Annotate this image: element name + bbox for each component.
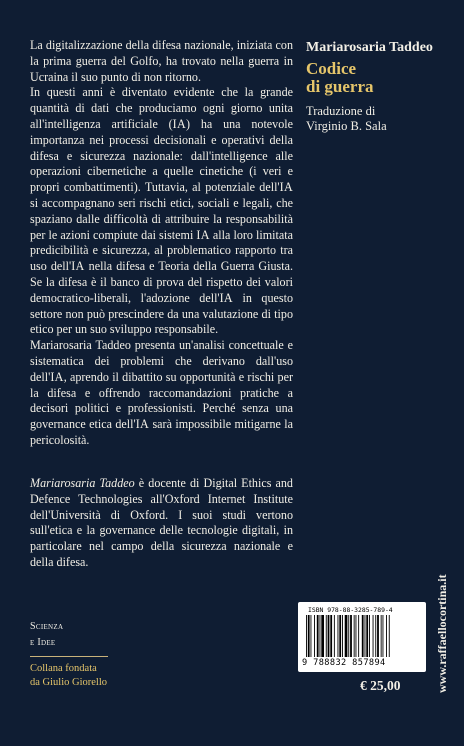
barcode-bar (326, 615, 327, 657)
barcode-bar (365, 615, 366, 657)
ia-abbrev: IA (71, 259, 85, 274)
barcode-bar (345, 615, 348, 657)
ia-abbrev: IA (279, 180, 293, 195)
translation-credit (306, 104, 387, 134)
ia-abbrev: IA (135, 417, 150, 432)
blurb-paragraph-2: In questi anni è diventato evidente che la grande quantità di dati che produciamo ogni giorno unita all'intelligenza artificiale (IA) ha una notevole importanza nei processi decisionali e operativi della difesa e sicurezza nazionale: dall'intelligence alle operazioni cibernetiche a quelle cinetiche (i veri e propri combattimenti). Tuttavia, al potenziale dell'IA si accompagnano seri rischi etici, sociali e legali, che spaziano dalle difficoltà di attribuire la responsabilità per le azioni compiute dai sistemi IA alla loro limitata predicibilità e sicurezza, al problematico rapporto tra uso dell'IA nella difesa e Teoria della Guerra Giusta. Se la difesa è il banco di prova del rispetto dei valori democratico-liberali, l'adozione dell'IA in questo settore non può prescindere da una valutazione di tipo etico per un suo sviluppo responsabile. (30, 85, 294, 337)
book-title-line-2: di guerra (306, 77, 374, 96)
barcode-bar (358, 615, 359, 657)
barcode-bar (375, 615, 376, 657)
barcode-bar (342, 615, 343, 657)
series-divider (30, 656, 108, 657)
barcode-bar (373, 615, 374, 657)
series-logo (30, 619, 63, 651)
barcode-bar (369, 615, 370, 657)
barcode-bar (328, 615, 330, 657)
series-name-line-1: Scienza (30, 621, 64, 632)
bio-author-name: Mariarosaria Taddeo (30, 476, 135, 490)
barcode-bar (317, 615, 319, 657)
barcode-bar (366, 615, 368, 657)
translation-label: Traduzione di (306, 104, 376, 118)
book-author: Mariarosaria Taddeo (306, 40, 433, 55)
barcode-bar (381, 615, 382, 657)
barcode-bar (334, 615, 335, 657)
barcode-bar (330, 615, 332, 657)
publisher-website: www.raffaellocortina.it (435, 574, 449, 693)
author-bio (30, 476, 293, 571)
barcode-bar (320, 615, 321, 657)
barcode-bar (356, 615, 357, 657)
blurb-paragraph-3: Mariarosaria Taddeo presenta un'analisi concettuale e sistematica dei problemi che derivano dall'uso dell'IA, aprendo il dibattito su opportunità e rischi per la difesa e offrendo raccomandazioni pratiche a decisori politici e professionisti. Perché senza una governance etica dell'IA sarà impossibile mitigarne la pericolosità. (30, 338, 293, 447)
barcode-bar (386, 615, 387, 657)
bio-text: è docente di Digital Ethics and Defence Technologies all'Oxford Internet Institute dell'Università di Oxford. I suoi studi vertono sull'etica e la governance delle tecnologie digitali, in particolare nel campo della sicurezza nazionale e della difesa. (30, 476, 293, 569)
ia-abbrev: IA (50, 369, 64, 384)
translator-name: Virginio B. Sala (306, 119, 387, 133)
barcode-bar (321, 615, 324, 657)
barcode-bar (339, 615, 341, 657)
barcode-bar (348, 615, 349, 657)
barcode-bar (338, 615, 339, 657)
isbn-label: ISBN 978-88-3285-789-4 (308, 606, 393, 614)
barcode-bars (306, 615, 420, 657)
barcode-bar (354, 615, 355, 657)
barcode-bar (350, 615, 352, 657)
book-title (306, 60, 374, 96)
barcode-bar (314, 615, 315, 657)
blurb-paragraph-1: La digitalizzazione della difesa nazionale, iniziata con la prima guerra del Golfo, ha trovato nella guerra in Ucraina il suo punto di non ritorno. (30, 38, 293, 84)
blurb-text (30, 38, 293, 449)
series-founded (30, 662, 107, 690)
isbn-digits: 9 788832 857894 (302, 658, 386, 668)
barcode-bar (383, 615, 384, 657)
book-title-line-1: Codice (306, 59, 357, 78)
series-name-line-2: e Idee (30, 637, 56, 648)
series-founded-line-1: Collana fondata (30, 663, 97, 674)
price: € 25,00 (360, 678, 401, 693)
barcode-bar (311, 615, 312, 657)
barcode-bar (306, 615, 307, 657)
barcode-bar (377, 615, 379, 657)
ia-abbrev: IA (196, 227, 210, 242)
barcode-bar (389, 615, 390, 657)
ia-abbrev: IA (172, 116, 187, 131)
ia-abbrev: IA (219, 290, 233, 305)
barcode-bar (308, 615, 310, 657)
isbn-barcode (298, 602, 426, 672)
series-founded-line-2: da Giulio Giorello (30, 677, 107, 688)
barcode-bar (362, 615, 364, 657)
